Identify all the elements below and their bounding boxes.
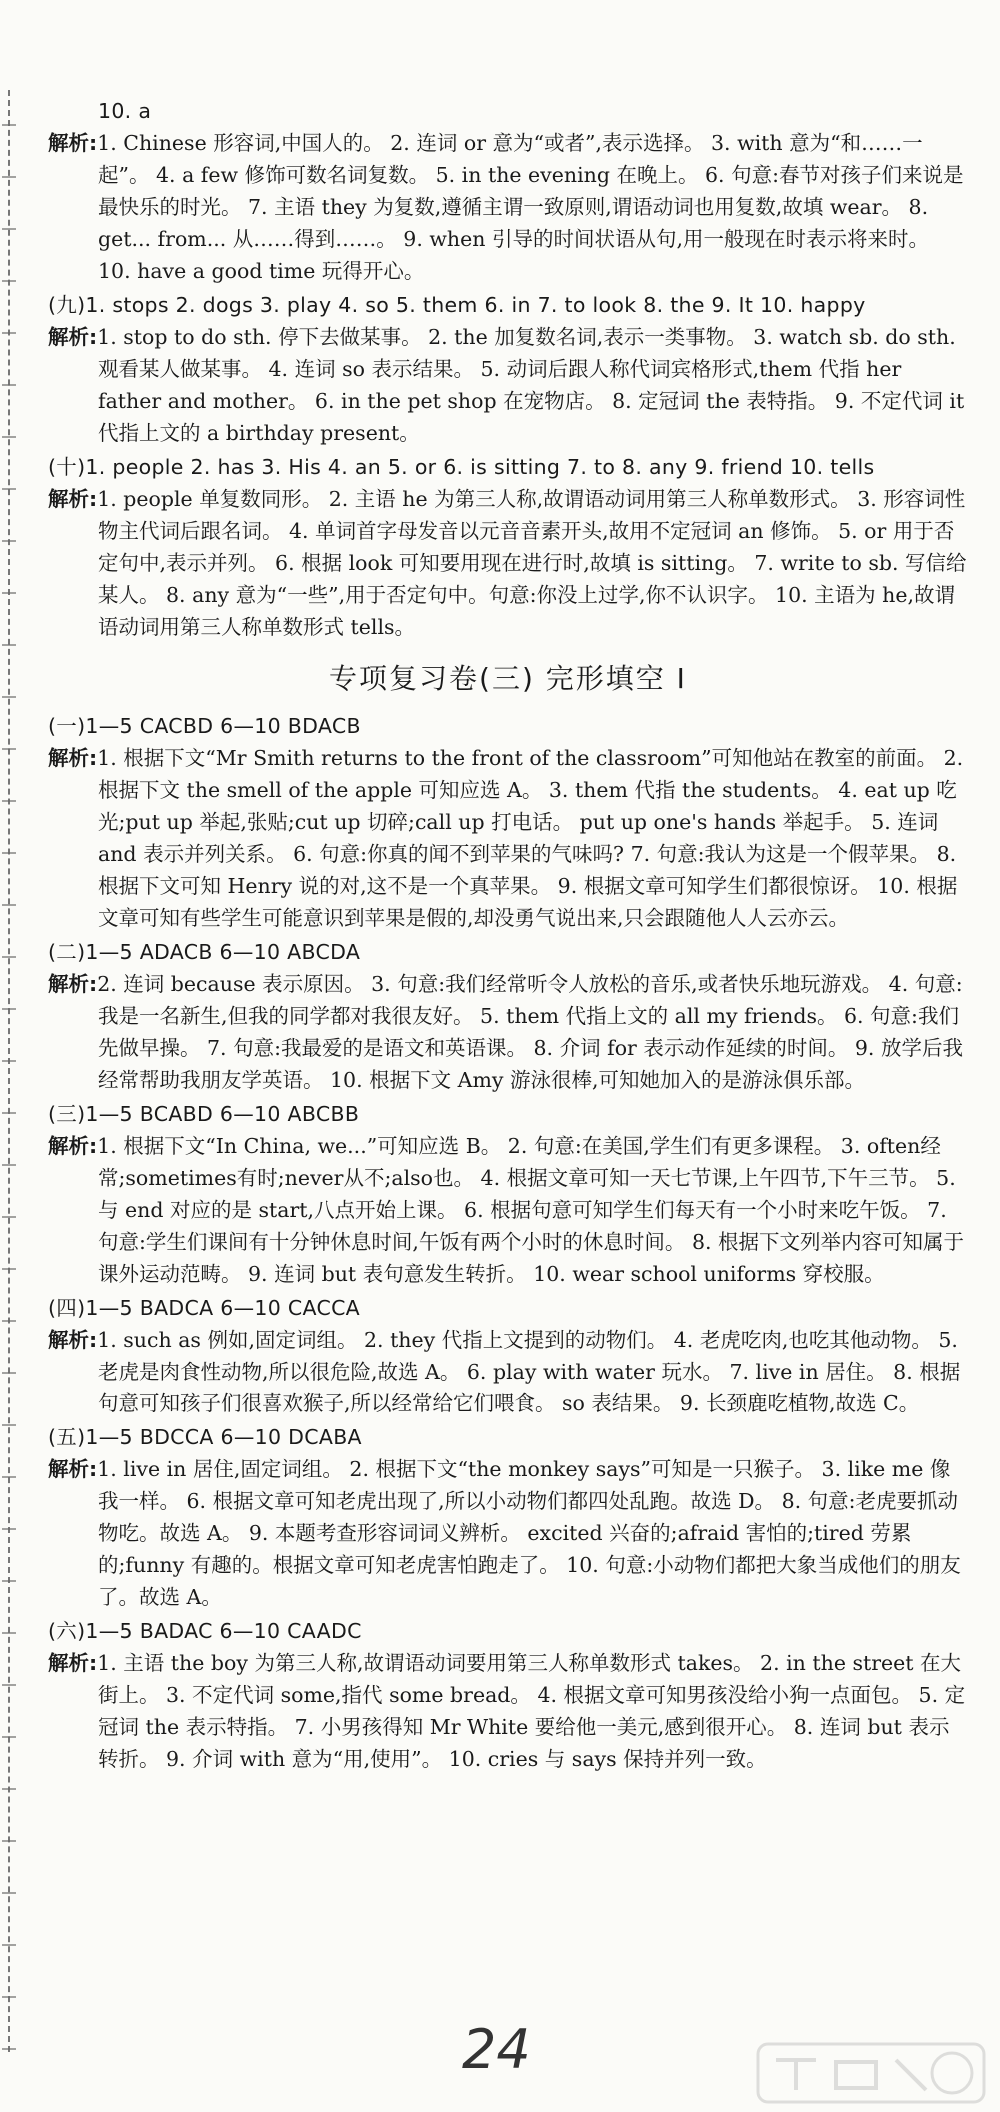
- set-head: (四): [48, 1295, 86, 1320]
- part-answers: 1. people 2. has 3. His 4. an 5. or 6. is sitting 7. to 8. any 9. friend 10. tells: [85, 454, 875, 479]
- cloze-set-6: (六)1—5 BADAC 6—10 CAADC 解析:1. 主语 the boy 为第三人称,故谓语动词要用第三人称单数形式 takes。 2. in the street 在大街上。 3. 不定代词 some,指代 some bread。 4. 根据文章可知男孩没给小狗一点面包。 5. 定冠词 the 表示特指。 7. 小男孩得知 Mr White 要给他一美元,感到很开心。 8. 连词 but 表示转折。 9. 介词 with 意为“用,使用”。 10. cries 与 says 保持并列一致。: [48, 1619, 966, 1772]
- part-answers: 1. stops 2. dogs 3. play 4. so 5. them 6. in 7. to look 8. the 9. It 10. happy: [85, 292, 866, 317]
- top-block: [48, 96, 968, 288]
- analysis-label: 解析: [48, 746, 89, 771]
- analysis-text: 1. 根据下文“In China, we...”可知应选 B。 2. 句意:在美国,学生们有更多课程。 3. often经常;sometimes有时;never从不;also也。 4. 根据文章可知一天七节课,上午四节,下午三节。 5. 与 end 对应的是 start,八点开始上课。 6. 根据句意可知学生们每天有一个小时来吃午饭。 7. 句意:学生们课间有十分钟休息时间,午饭有两个小时的休息时间。 8. 根据下文列举内容可知属于课外运动范畴。 9. 连词 but 表句意发生转折。 10. wear school uniforms 穿校服。: [97, 1133, 965, 1286]
- part-head: (十): [48, 454, 86, 479]
- analysis-label: 解析: [48, 971, 89, 996]
- section-title: 专项复习卷(三) 完形填空 I: [329, 662, 687, 696]
- set-head: (五): [48, 1425, 86, 1450]
- analysis-label: 解析: [48, 324, 89, 349]
- analysis-text: 1. Chinese 形容词,中国人的。 2. 连词 or 意为“或者”,表示选择。 3. with 意为“和……一起”。 4. a few 修饰可数名词复数。 5. in the evening 在晚上。 6. 句意:春节对孩子们来说是最快乐的时光。 7. 主语 they 为复数,遵循主谓一致原则,谓语动词也用复数,故填 wear。 8. get... from... 从……得到……。 9. when 引导的时间状语从句,用一般现在时表示将来时。 10. have a good time 玩得开心。: [97, 130, 964, 283]
- analysis-paragraph: 解析:1. stop to do sth. 停下去做某事。 2. the 加复数名词,表示一类事物。 3. watch sb. do sth. 观看某人做某事。 4. 连词 so 表示结果。 5. 动词后跟人称代词宾格形式,them 代指 her father and mother。 6. in the pet shop 在宠物店。 8. 定冠词 the 表特指。 9. 不定代词 it 代指上文的 a birthday present。: [48, 324, 965, 445]
- cloze-set-1: (一)1—5 CACBD 6—10 BDACB 解析:1. 根据下文“Mr Smith returns to the front of the classroom”可知他站在教室的前面。 2. 根据下文 the smell of the apple 可知应选 A。 3. them 代指 the students。 4. eat up 吃光;put up 举起,张贴;cut up 切碎;call up 打电话。 put up one's hands 举起手。 5. 连词 and 表示并列关系。 6. 句意:你真的闻不到苹果的气味吗? 7. 句意:我认为这是一个假苹果。 8. 根据下文可知 Henry 说的对,这不是一个真苹果。 9. 根据文章可知学生们都很惊讶。 10. 根据文章可知有些学生可能意识到苹果是假的,却没勇气说出来,只会跟随他人人云亦云。: [48, 714, 964, 930]
- set-head: (一): [48, 714, 86, 739]
- cloze-set-4: (四)1—5 BADCA 6—10 CACCA 解析:1. such as 例如,固定词组。 2. they 代指上文提到的动物们。 4. 老虎吃肉,也吃其他动物。 5. 老虎是肉食性动物,所以很危险,故选 A。 6. play with water 玩水。 7. live in 居住。 8. 根据句意可知孩子们很喜欢猴子,所以经常给它们喂食。 so 表结果。 9. 长颈鹿吃植物,故选 C。: [48, 1295, 961, 1416]
- analysis-text: 1. live in 居住,固定词组。 2. 根据下文“the monkey says”可知是一只猴子。 3. like me 像我一样。 6. 根据文章可知老虎出现了,所以小动物们都四处乱跑。故选 D。 8. 句意:老虎要抓动物吃。故选 A。 9. 本题考查形容词词义辨析。 excited 兴奋的;afraid 害怕的;tired 劳累的;funny 有趣的。根据文章可知老虎害怕跑走了。 10. 句意:小动物们都把大象当成他们的朋友了。故选 A。: [97, 1457, 961, 1610]
- part-9: [48, 290, 968, 450]
- set-head: (三): [48, 1101, 86, 1126]
- analysis-paragraph: 解析:1. people 单复数同形。 2. 主语 he 为第三人称,故谓语动词用第三人称单数形式。 3. 形容词性物主代词后跟名词。 4. 单词首字母发音以元音音素开头,故用不定冠词 an 修饰。 5. or 用于否定句中,表示并列。 6. 根据 look 可知要用现在进行时,故填 is sitting。 7. write to sb. 写信给某人。 8. any 意为“一些”,用于否定句中。句意:你没上过学,你不认识字。 10. 主语为 he,故谓语动词用第三人称单数形式 tells。: [48, 486, 967, 639]
- handwritten-page-number: 24: [462, 2018, 531, 2081]
- set-answers: 1—5 BADAC 6—10 CAADC: [85, 1619, 362, 1644]
- answer-key-page: [48, 96, 968, 1776]
- analysis-text: 1. 主语 the boy 为第三人称,故谓语动词要用第三人称单数形式 takes。 2. in the street 在大街上。 3. 不定代词 some,指代 some bread。 4. 根据文章可知男孩没给小狗一点面包。 5. 定冠词 the 表示特指。 7. 小男孩得知 Mr White 要给他一美元,感到很开心。 8. 连词 but 表示转折。 9. 介词 with 意为“用,使用”。 10. cries 与 says 保持并列一致。: [97, 1651, 966, 1772]
- answers-line: [48, 290, 968, 322]
- set-answers: 1—5 BCABD 6—10 ABCBB: [85, 1101, 360, 1126]
- binding-margin-ticks: [2, 90, 16, 2052]
- analysis-label: 解析: [48, 1651, 89, 1676]
- analysis-label: 解析: [48, 130, 89, 155]
- set-head: (二): [48, 939, 86, 964]
- analysis-label: 解析: [48, 1327, 89, 1352]
- part-head: (九): [48, 292, 86, 317]
- set-answers: 1—5 BADCA 6—10 CACCA: [85, 1295, 361, 1320]
- analysis-text: 1. people 单复数同形。 2. 主语 he 为第三人称,故谓语动词用第三人称单数形式。 3. 形容词性物主代词后跟名词。 4. 单词首字母发音以元音音素开头,故用不定冠词 an 修饰。 5. or 用于否定句中,表示并列。 6. 根据 look 可知要用现在进行时,故填 is sitting。 7. write to sb. 写信给某人。 8. any 意为“一些”,用于否定句中。句意:你没上过学,你不认识字。 10. 主语为 he,故谓语动词用第三人称单数形式 tells。: [97, 486, 967, 639]
- set-head: (六): [48, 1619, 86, 1644]
- set-answers: 1—5 BDCCA 6—10 DCABA: [85, 1425, 362, 1450]
- watermark-logo: [756, 2040, 986, 2106]
- analysis-text: 1. 根据下文“Mr Smith returns to the front of the classroom”可知他站在教室的前面。 2. 根据下文 the smell of the apple 可知应选 A。 3. them 代指 the students。 4. eat up 吃光;put up 举起,张贴;cut up 切碎;call up 打电话。 put up one's hands 举起手。 5. 连词 and 表示并列关系。 6. 句意:你真的闻不到苹果的气味吗? 7. 句意:我认为这是一个假苹果。 8. 根据下文可知 Henry 说的对,这不是一个真苹果。 9. 根据文章可知学生们都很惊讶。 10. 根据文章可知有些学生可能意识到苹果是假的,却没勇气说出来,只会跟随他人人云亦云。: [97, 746, 964, 930]
- cloze-set-5: (五)1—5 BDCCA 6—10 DCABA 解析:1. live in 居住,固定词组。 2. 根据下文“the monkey says”可知是一只猴子。 3. like me 像我一样。 6. 根据文章可知老虎出现了,所以小动物们都四处乱跑。故选 D。 8. 句意:老虎要抓动物吃。故选 A。 9. 本题考查形容词词义辨析。 excited 兴奋的;afraid 害怕的;tired 劳累的;funny 有趣的。根据文章可知老虎害怕跑走了。 10. 句意:小动物们都把大象当成他们的朋友了。故选 A。: [48, 1425, 961, 1610]
- cloze-set-3: (三)1—5 BCABD 6—10 ABCBB 解析:1. 根据下文“In China, we...”可知应选 B。 2. 句意:在美国,学生们有更多课程。 3. often经常;sometimes有时;never从不;also也。 4. 根据文章可知一天七节课,上午四节,下午三节。 5. 与 end 对应的是 start,八点开始上课。 6. 根据句意可知学生们每天有一个小时来吃午饭。 7. 句意:学生们课间有十分钟休息时间,午饭有两个小时的休息时间。 8. 根据下文列举内容可知属于课外运动范畴。 9. 连词 but 表句意发生转折。 10. wear school uniforms 穿校服。: [48, 1101, 965, 1286]
- analysis-text: 2. 连词 because 表示原因。 3. 句意:我们经常听令人放松的音乐,或者快乐地玩游戏。 4. 句意:我是一名新生,但我的同学都对我很友好。 5. them 代指上文的 all my friends。 6. 句意:我们先做早操。 7. 句意:我最爱的是语文和英语课。 8. 介词 for 表示动作延续的时间。 9. 放学后我经常帮助我朋友学英语。 10. 根据下文 Amy 游泳很棒,可知她加入的是游泳俱乐部。: [97, 971, 963, 1092]
- answers-line: [48, 452, 968, 484]
- analysis-label: 解析: [48, 1457, 89, 1482]
- set-answers: 1—5 CACBD 6—10 BDACB: [85, 714, 361, 739]
- analysis-text: 1. stop to do sth. 停下去做某事。 2. the 加复数名词,表示一类事物。 3. watch sb. do sth. 观看某人做某事。 4. 连词 so 表示结果。 5. 动词后跟人称代词宾格形式,them 代指 her father and mother。 6. in the pet shop 在宠物店。 8. 定冠词 the 表特指。 9. 不定代词 it 代指上文的 a birthday present。: [97, 324, 965, 445]
- part-10: [48, 452, 968, 644]
- analysis-paragraph: 解析:1. Chinese 形容词,中国人的。 2. 连词 or 意为“或者”,表示选择。 3. with 意为“和……一起”。 4. a few 修饰可数名词复数。 5. in the evening 在晚上。 6. 句意:春节对孩子们来说是最快乐的时光。 7. 主语 they 为复数,遵循主谓一致原则,谓语动词也用复数,故填 wear。 8. get... from... 从……得到……。 9. when 引导的时间状语从句,用一般现在时表示将来时。 10. have a good time 玩得开心。: [48, 130, 964, 283]
- set-answers: 1—5 ADACB 6—10 ABCDA: [85, 939, 361, 964]
- analysis-text: 1. such as 例如,固定词组。 2. they 代指上文提到的动物们。 4. 老虎吃肉,也吃其他动物。 5. 老虎是肉食性动物,所以很危险,故选 A。 6. play with water 玩水。 7. live in 居住。 8. 根据句意可知孩子们很喜欢猴子,所以经常给它们喂食。 so 表结果。 9. 长颈鹿吃植物,故选 C。: [97, 1327, 961, 1416]
- q10-answer: 10. a: [98, 99, 152, 123]
- analysis-label: 解析: [48, 486, 89, 511]
- analysis-label: 解析: [48, 1133, 89, 1158]
- cloze-set-2: (二)1—5 ADACB 6—10 ABCDA 解析:2. 连词 because 表示原因。 3. 句意:我们经常听令人放松的音乐,或者快乐地玩游戏。 4. 句意:我是一名新生,但我的同学都对我很友好。 5. them 代指上文的 all my friends。 6. 句意:我们先做早操。 7. 句意:我最爱的是语文和英语课。 8. 介词 for 表示动作延续的时间。 9. 放学后我经常帮助我朋友学英语。 10. 根据下文 Amy 游泳很棒,可知她加入的是游泳俱乐部。: [48, 939, 963, 1092]
